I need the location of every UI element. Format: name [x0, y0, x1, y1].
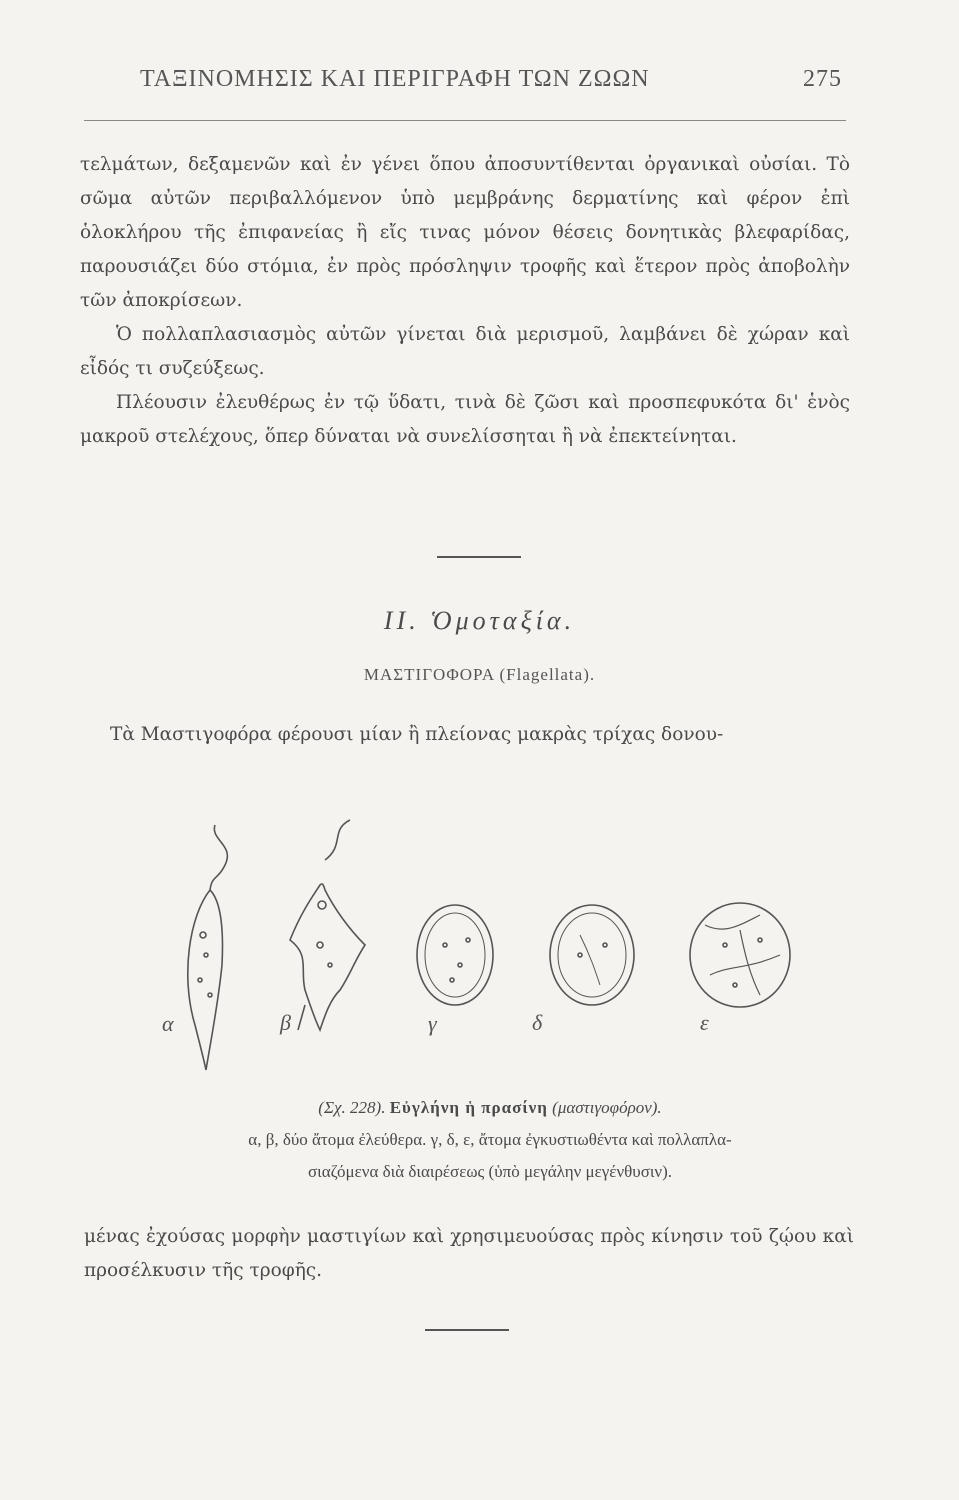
paragraph-3: Πλέουσιν ἐλευθέρως ἐν τῷ ὕδατι, τινὰ δὲ ζῶσι καὶ προσπεφυκότα δι' ἑνὸς μακροῦ στελέχους, ὅπερ δύναται νὰ συνελίσσηται ἢ νὰ ἐπεκτείνηται. [80, 392, 850, 447]
page-number: 275 [803, 66, 842, 92]
figure-label-g: γ [428, 1011, 437, 1036]
paragraph-1: τελμάτων, δεξαμενῶν καὶ ἐν γένει ὅπου ἀποσυντίθενται ὀργανικαὶ οὐσίαι. Τὸ σῶμα αὐτῶν περιβαλλόμενον ὑπὸ μεμβράνης δερματίνης καὶ φέρον ἐπὶ ὁλοκλήρου τῆς ἐπιφανείας ἢ εἴς τινας μόνον θέσεις δονητικὰς βλεφαρίδας, παρουσιάζει δύο στόμια, ἐν πρὸς πρόσληψιν τροφῆς καὶ ἕτερον πρὸς ἀποβολὴν τῶν ἀποκρίσεων. [80, 154, 850, 311]
running-title: ΤΑΞΙΝΟΜΗΣΙΣ ΚΑΙ ΠΕΡΙΓΡΑΦΗ ΤΩΝ ΖΩΩΝ [140, 66, 650, 92]
euglena-e [690, 903, 790, 1007]
paragraph-bottom: μένας ἐχούσας μορφὴν μαστιγίων καὶ χρησιμευούσας πρὸς κίνησιν τοῦ ζῴου καὶ προσέλκυσιν τῆς τροφῆς. [84, 1226, 854, 1281]
caption-fig-number: (Σχ. 228). [318, 1098, 386, 1117]
figure-label-e: ε [700, 1010, 709, 1035]
body-bottom [84, 1220, 854, 1288]
caption-line-2: α, β, δύο ἄτομα ἐλεύθερα. γ, δ, ε, ἄτομα ἐγκυστιωθέντα καὶ πολλαπλα- [248, 1130, 732, 1149]
section-subtitle: ΜΑΣΤΙΓΟΦΟΡΑ (Flagellata). [363, 665, 596, 684]
figure-label-d: δ [532, 1010, 543, 1035]
caption-title-note: (μαστιγοφόρον). [552, 1098, 662, 1117]
euglena-g [417, 905, 493, 1005]
section-title [0, 606, 959, 636]
euglena-illustration [140, 805, 860, 1075]
caption-title-line [120, 1092, 860, 1124]
figure-caption [120, 1092, 860, 1188]
paragraph-mid: Τὰ Μαστιγοφόρα φέρουσι μίαν ἢ πλείονας μακρὰς τρίχας δονου- [110, 724, 724, 745]
figure-label-a: α [162, 1011, 174, 1036]
euglena-b [290, 820, 365, 1030]
euglena-a [188, 825, 228, 1070]
running-header [140, 66, 850, 93]
section-number: II. [383, 606, 420, 635]
euglena-figure [140, 805, 860, 1075]
euglena-d [550, 905, 634, 1005]
body-top [80, 148, 850, 454]
body-mid [110, 718, 850, 752]
paragraph-2: Ὁ πολλαπλασιασμὸς αὐτῶν γίνεται διὰ μερισμοῦ, λαμβάνει δὲ χώραν καὶ εἶδός τι συζεύξεως. [80, 324, 850, 379]
figure-label-b: β [280, 1010, 291, 1035]
end-divider [425, 1329, 509, 1331]
header-rule [84, 120, 846, 121]
caption-line-3: σιαζόμενα διὰ διαιρέσεως (ὑπὸ μεγάλην μεγένθυσιν). [307, 1162, 673, 1181]
caption-title: Εὐγλήνη ἡ πρασίνη [389, 1098, 548, 1117]
section-divider [437, 556, 521, 558]
section-heading: Ὁμοταξία. [430, 606, 576, 635]
